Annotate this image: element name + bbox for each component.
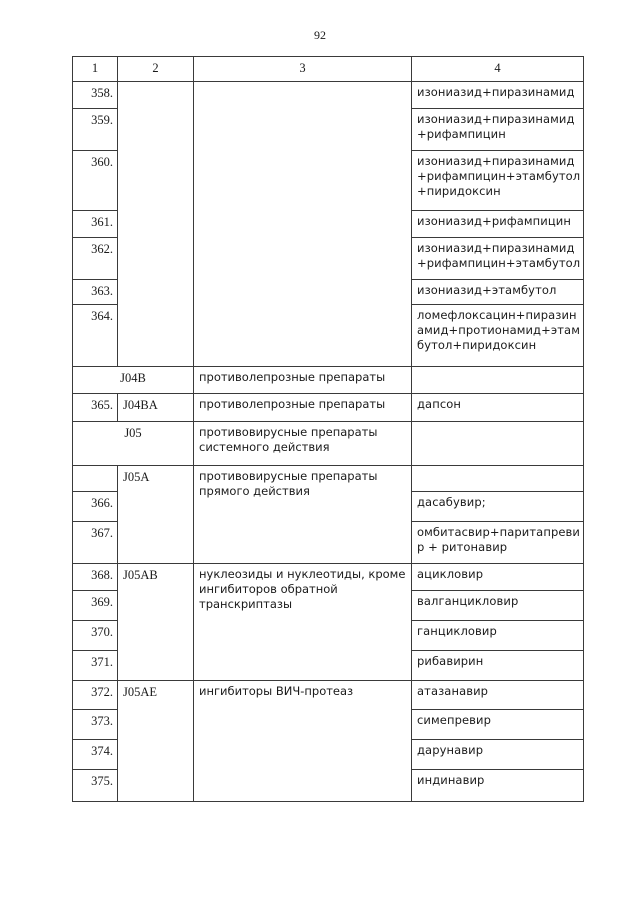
row-number: 375.	[73, 770, 118, 802]
group-description: противолепрозные препараты	[194, 394, 412, 422]
row-number: 360.	[73, 151, 118, 211]
drug-name	[412, 466, 584, 492]
table-row	[73, 394, 584, 422]
row-number: 374.	[73, 740, 118, 770]
code-cell	[118, 82, 194, 367]
group-row-j04b	[73, 367, 584, 394]
group-code: J05AB	[118, 564, 194, 681]
row-number	[73, 466, 118, 492]
drug-name: симепревир	[412, 710, 584, 740]
drug-name: дапсон	[412, 394, 584, 422]
row-number: 373.	[73, 710, 118, 740]
row-number: 370.	[73, 621, 118, 651]
group-code: J05A	[118, 466, 194, 564]
row-number: 367.	[73, 522, 118, 564]
drug-name: ганцикловир	[412, 621, 584, 651]
group-code: J05	[73, 422, 194, 466]
row-number: 372.	[73, 681, 118, 710]
drug-name: дарунавир	[412, 740, 584, 770]
row-number: 364.	[73, 305, 118, 367]
header-row	[73, 57, 584, 82]
drug-name: изониазид+пиразинамид +рифампицин+этамбутол	[412, 238, 584, 280]
row-number: 366.	[73, 492, 118, 522]
drug-name: изониазид+рифампицин	[412, 211, 584, 238]
drug-name: валганцикловир	[412, 591, 584, 621]
header-col-4: 4	[412, 57, 584, 82]
drug-name: омбитасвир+паритапреви р + ритонавир	[412, 522, 584, 564]
drug-name	[412, 422, 584, 466]
table-row	[73, 564, 584, 591]
row-number: 369.	[73, 591, 118, 621]
header-col-3: 3	[194, 57, 412, 82]
drug-name: изониазид+пиразинамид +рифампицин	[412, 109, 584, 151]
row-number: 363.	[73, 280, 118, 305]
header-col-2: 2	[118, 57, 194, 82]
row-number: 358.	[73, 82, 118, 109]
row-number: 362.	[73, 238, 118, 280]
group-row-j05	[73, 422, 584, 466]
row-number: 361.	[73, 211, 118, 238]
group-description: ингибиторы ВИЧ-протеаз	[194, 681, 412, 802]
drug-classification-table	[72, 56, 584, 802]
group-row-j05a	[73, 466, 584, 492]
group-code: J05AE	[118, 681, 194, 802]
row-number: 365.	[73, 394, 118, 422]
group-description: нуклеозиды и нуклеотиды, кроме ингибиторов обратной транскриптазы	[194, 564, 412, 681]
row-number: 368.	[73, 564, 118, 591]
table-row	[73, 82, 584, 109]
table-row	[73, 681, 584, 710]
drug-name: изониазид+этамбутол	[412, 280, 584, 305]
drug-name: рибавирин	[412, 651, 584, 681]
header-col-1: 1	[73, 57, 118, 82]
drug-name	[412, 367, 584, 394]
group-code: J04B	[73, 367, 194, 394]
group-description: противолепрозные препараты	[194, 367, 412, 394]
page-number: 92	[314, 28, 326, 42]
row-number: 359.	[73, 109, 118, 151]
drug-name: изониазид+пиразинамид +рифампицин+этамбутол +пиридоксин	[412, 151, 584, 211]
group-description: противовирусные препараты прямого действия	[194, 466, 412, 564]
drug-name: дасабувир;	[412, 492, 584, 522]
drug-name: атазанавир	[412, 681, 584, 710]
drug-name: изониазид+пиразинамид	[412, 82, 584, 109]
row-number: 371.	[73, 651, 118, 681]
drug-name: ацикловир	[412, 564, 584, 591]
description-cell	[194, 82, 412, 367]
group-code: J04BA	[118, 394, 194, 422]
group-description: противовирусные препараты системного действия	[194, 422, 412, 466]
drug-name: ломефлоксацин+пиразин амид+протионамид+этам бутол+пиридоксин	[412, 305, 584, 367]
drug-name: индинавир	[412, 770, 584, 802]
